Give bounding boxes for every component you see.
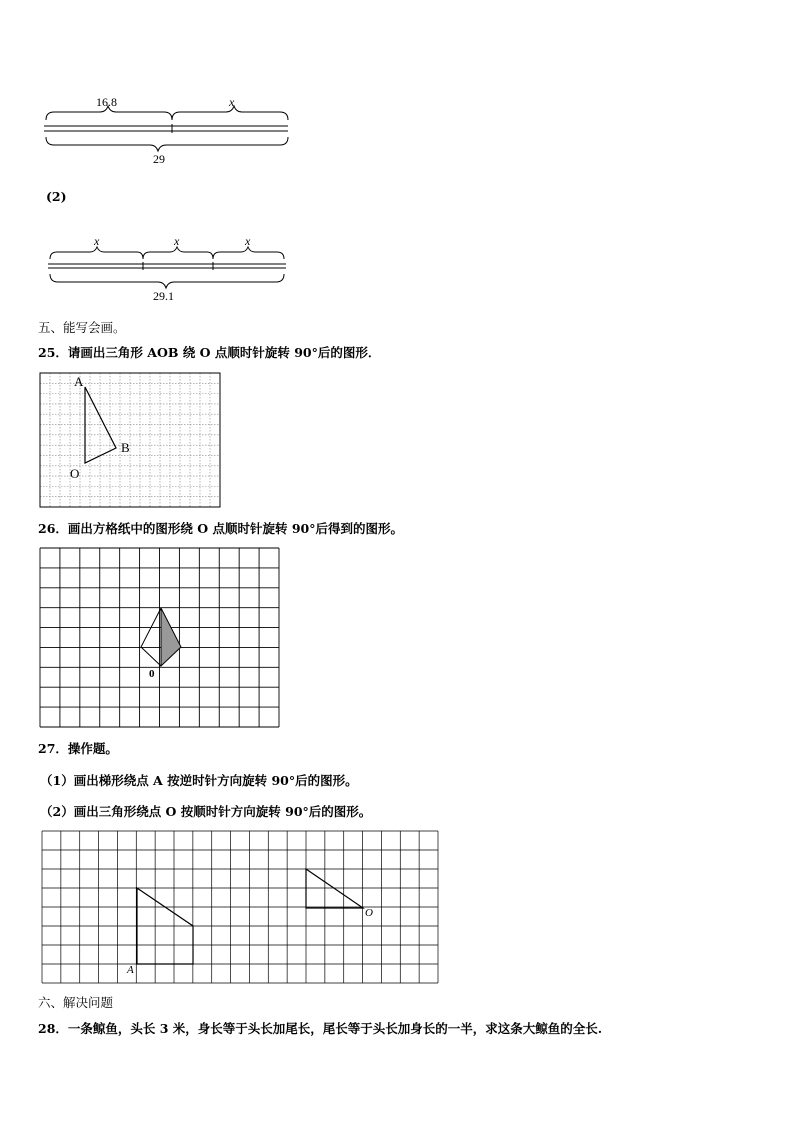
part-2-label: (2) — [46, 189, 67, 204]
q27-label-o: O — [365, 907, 373, 919]
section-6-title: 六、解决问题 — [38, 995, 114, 1010]
section-5-title: 五、能写会画。 — [38, 320, 126, 335]
question-26-text: 26．画出方格纸中的图形绕 O 点顺时针旋转 90°后得到的图形。 — [38, 521, 403, 536]
diagram2-top-label-2: x — [174, 234, 180, 248]
diagram1-bottom-label: 29 — [153, 152, 165, 166]
question-25-text: 25．请画出三角形 AOB 绕 O 点顺时针旋转 90°后的图形． — [38, 345, 381, 360]
q25-label-a: A — [74, 374, 84, 389]
diagram1-top-left-label: 16.8 — [96, 95, 117, 109]
question-27-text: 27．操作题。 — [38, 741, 118, 756]
q27-label-a: A — [127, 964, 134, 976]
question-27-part-1: （1）画出梯形绕点 A 按逆时针方向旋转 90°后的图形。 — [40, 773, 358, 788]
q26-label-o: 0 — [149, 668, 155, 680]
q25-label-o: O — [70, 466, 80, 481]
question-27-part-2: （2）画出三角形绕点 O 按顺时针方向旋转 90°后的图形。 — [40, 804, 372, 819]
diagram1-top-right-label: x — [229, 95, 235, 109]
diagram2-bottom-label: 29.1 — [153, 289, 174, 303]
diagram2-top-label-3: x — [245, 234, 251, 248]
q27-triangle — [306, 869, 363, 908]
question-28-text: 28．一条鲸鱼，头长 3 米，身长等于头长加尾长，尾长等于头长加身长的一半，求这条大鲸鱼的全长. — [38, 1021, 603, 1036]
diagram2-top-label-1: x — [94, 234, 100, 248]
q25-label-b: B — [121, 440, 130, 455]
